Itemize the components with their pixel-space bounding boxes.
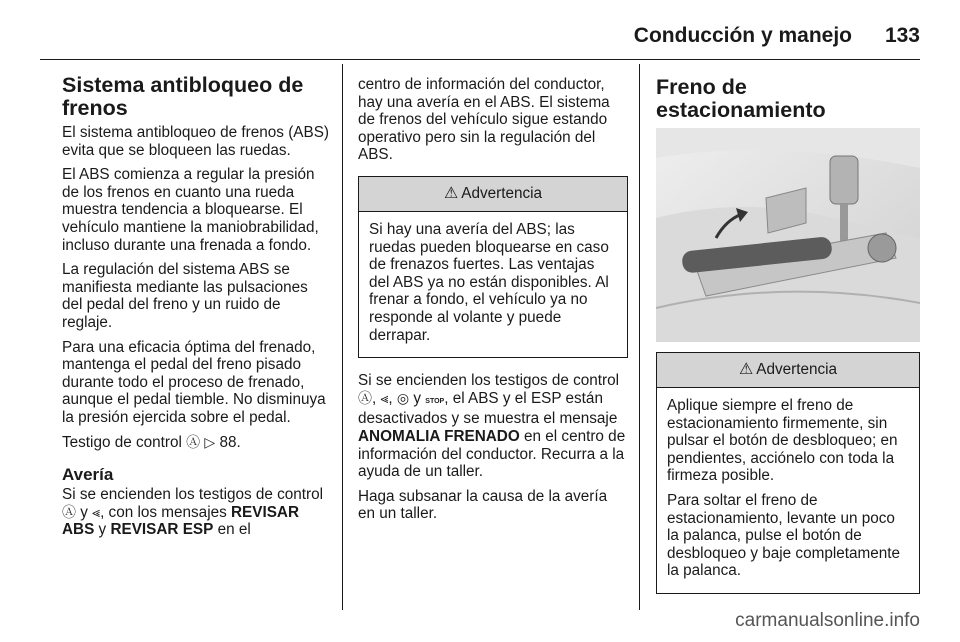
- paragraph: centro de información del conductor, hay una avería en el ABS. El sistema de frenos del vehículo sigue estando operativo pero sin la regulación del ABS.: [358, 76, 610, 164]
- warning-text: Aplique siempre el freno de estacionamiento firmemente, sin pulsar el botón de desbloqueo; en pendientes, acciónelo con toda la firmeza posible.: [667, 397, 898, 485]
- warning-header: [657, 353, 919, 388]
- section-title-abs: Sistema antibloqueo de frenos: [62, 73, 304, 120]
- warning-triangle-icon: ⚠: [738, 361, 754, 379]
- esp-off-icon: ⪡: [380, 389, 389, 406]
- column-abs: [62, 74, 332, 546]
- paragraph: Haga subsanar la causa de la avería en un taller.: [358, 487, 608, 523]
- column-divider-2: [639, 64, 640, 610]
- warning-triangle-icon: ⚠: [443, 185, 459, 203]
- esp-off-icon: ⪡: [92, 503, 101, 520]
- abs-warning-icon: Ⓐ: [186, 433, 201, 450]
- message-anomalia-frenado: ANOMALIA FRENADO: [358, 427, 520, 445]
- header-rule: [40, 59, 920, 60]
- section-title-parking-brake: Freno de estacionamiento: [656, 75, 826, 122]
- warning-text: Si hay una avería del ABS; las ruedas pueden bloquearse en caso de frenazos fuertes. Las ventajas del ABS ya no están disponibles. Al frenar a fondo, el vehículo ya no responde al volante y puede derrapar.: [369, 220, 609, 344]
- header-title: Conducción y manejo: [633, 24, 852, 47]
- page-header: [0, 14, 960, 54]
- subsection-title-averia: Avería: [62, 465, 114, 485]
- stop-icon: STOP: [425, 397, 445, 405]
- testigo-paragraph: Testigo de control Ⓐ ▷ 88.: [62, 433, 241, 451]
- page-number: 133: [884, 24, 920, 47]
- paragraph: Para una eficacia óptima del frenado, mantenga el pedal del freno pisado durante todo el proceso de frenado, aunque el pedal tiemble. No disminuya la presión ejercida sobre el pedal.: [62, 338, 326, 426]
- parking-brake-illustration: [656, 128, 920, 342]
- watermark: carmanualsonline.info: [735, 610, 920, 631]
- warning-box-abs: [358, 176, 628, 358]
- warning-body: [359, 212, 627, 357]
- warning-text: Para soltar el freno de estacionamiento, levante un poco la palanca, pulse el botón de desbloqueo y baje completamente la palanca.: [667, 491, 901, 580]
- warning-box-parking-brake: [656, 352, 920, 594]
- paragraph: El ABS comienza a regular la presión de los frenos en cuanto una rueda muestra tendencia a bloquearse. El vehículo mantiene la maniobrabilidad, incluso durante una frenada a fondo.: [62, 166, 319, 254]
- message-revisar-abs: REVISAR ABS: [62, 503, 299, 539]
- testigos-paragraph: Si se encienden los testigos de control Ⓐ, ⪡, ◎ y STOP, el ABS y el ESP están desactivados y se muestra el mensaje ANOMALIA FRENADO en el centro de información del conductor. Recurra a la ayuda de un taller.: [358, 372, 626, 481]
- brake-warning-icon: ◎: [396, 389, 410, 406]
- warning-title: Advertencia: [461, 185, 543, 203]
- page-reference: 88.: [219, 433, 241, 451]
- paragraph: El sistema antibloqueo de frenos (ABS) evita que se bloqueen las ruedas.: [62, 124, 329, 159]
- averia-paragraph: Si se encienden los testigos de control Ⓐ y ⪡, con los mensajes REVISAR ABS y REVISAR ESP en el: [62, 486, 324, 539]
- warning-title: Advertencia: [756, 361, 838, 379]
- warning-body: [657, 388, 919, 593]
- column-divider-1: [342, 64, 343, 610]
- warning-header: [359, 177, 627, 212]
- message-revisar-esp: REVISAR ESP: [110, 521, 214, 539]
- abs-warning-icon: Ⓐ: [358, 389, 372, 406]
- column-parking-brake: [656, 76, 920, 608]
- page-reference-arrow-icon: ▷: [204, 433, 216, 450]
- paragraph: La regulación del sistema ABS se manifiesta mediante las pulsaciones del pedal del freno y un ruido de reglaje.: [62, 261, 308, 331]
- column-abs-continued: [358, 76, 628, 530]
- abs-warning-icon: Ⓐ: [62, 503, 76, 520]
